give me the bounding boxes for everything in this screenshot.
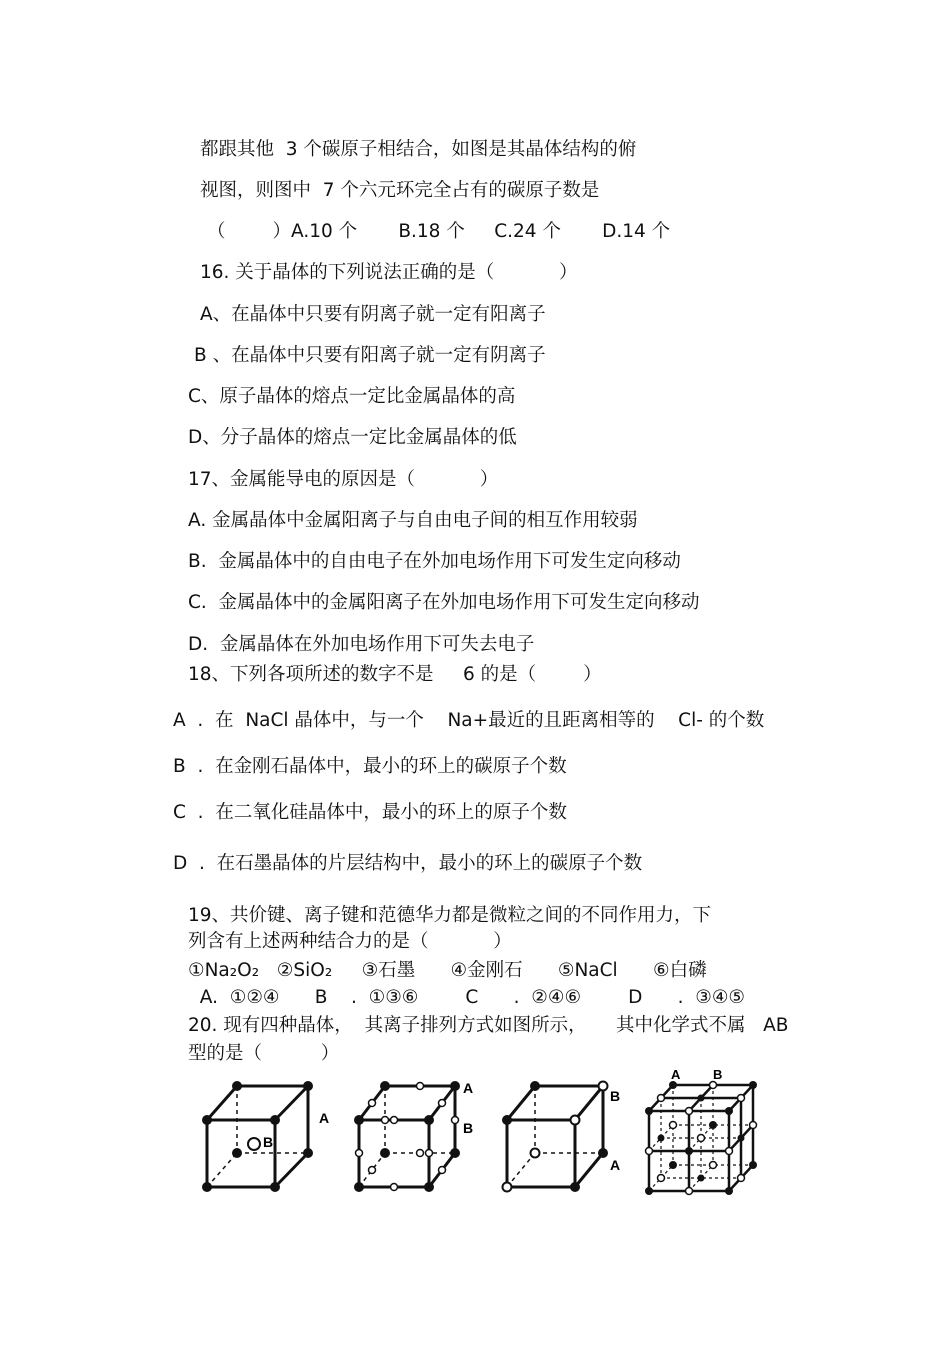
text-line: 视图，则图中 7 个六元环完全占有的碳原子数是 <box>200 180 600 201</box>
text-line: C. 金属晶体中的金属阳离子在外加电场作用下可发生定向移动 <box>188 592 700 613</box>
text-line: 20. 现有四种晶体， 其离子排列方式如图所示， 其中化学式不属 AB <box>188 1015 789 1036</box>
text-line: C、原子晶体的熔点一定比金属晶体的高 <box>188 386 516 407</box>
figure-label: B <box>463 1120 474 1136</box>
crystal-figure-3 <box>497 1075 632 1200</box>
figure-label: B <box>610 1088 621 1104</box>
text-line: A. 金属晶体中金属阳离子与自由电子间的相互作用较弱 <box>188 510 638 531</box>
crystal-figure-4 <box>641 1067 766 1197</box>
figure-label: A <box>610 1157 621 1173</box>
crystal-figure-1 <box>195 1075 345 1200</box>
figure-label: B <box>263 1134 274 1150</box>
text-line: 型的是（ ） <box>188 1043 340 1064</box>
text-line: B . 在金刚石晶体中，最小的环上的碳原子个数 <box>173 756 567 777</box>
text-line: A. ①②④ B . ①③⑥ C . ②④⑥ D . ③④⑤ <box>188 987 745 1008</box>
text-line: （ ）A.10 个 B.18 个 C.24 个 D.14 个 <box>207 221 671 242</box>
text-line: B 、在晶体中只要有阳离子就一定有阴离子 <box>194 345 546 366</box>
text-line: C . 在二氧化硅晶体中，最小的环上的原子个数 <box>173 802 567 823</box>
figure-label: B <box>713 1067 723 1082</box>
text-line: 16. 关于晶体的下列说法正确的是（ ） <box>200 262 578 283</box>
text-line: 18、下列各项所述的数字不是 6 的是（ ） <box>188 664 602 685</box>
text-line: 都跟其他 3 个碳原子相结合，如图是其晶体结构的俯 <box>200 139 637 160</box>
text-line: A . 在 NaCl 晶体中，与一个 Na+最近的且距离相等的 Cl- 的个数 <box>173 710 765 731</box>
text-line: B. 金属晶体中的自由电子在外加电场作用下可发生定向移动 <box>188 551 681 572</box>
text-line: 17、金属能导电的原因是（ ） <box>188 469 499 490</box>
figure-label: A <box>463 1080 474 1096</box>
text-line: 列含有上述两种结合力的是（ ） <box>188 931 512 952</box>
figure-label: A <box>319 1110 330 1126</box>
text-line: D、分子晶体的熔点一定比金属晶体的低 <box>188 427 517 448</box>
text-line: 19、共价键、离子键和范德华力都是微粒之间的不同作用力，下 <box>188 905 712 926</box>
figure-label: A <box>671 1067 681 1082</box>
crystal-figure-2 <box>347 1075 487 1200</box>
text-line: D. 金属晶体在外加电场作用下可失去电子 <box>188 634 535 655</box>
text-line: D . 在石墨晶体的片层结构中，最小的环上的碳原子个数 <box>173 853 643 874</box>
text-line: A、在晶体中只要有阴离子就一定有阳离子 <box>200 304 546 325</box>
text-line: ①Na₂O₂ ②SiO₂ ③石墨 ④金刚石 ⑤NaCl ⑥白磷 <box>188 960 707 981</box>
